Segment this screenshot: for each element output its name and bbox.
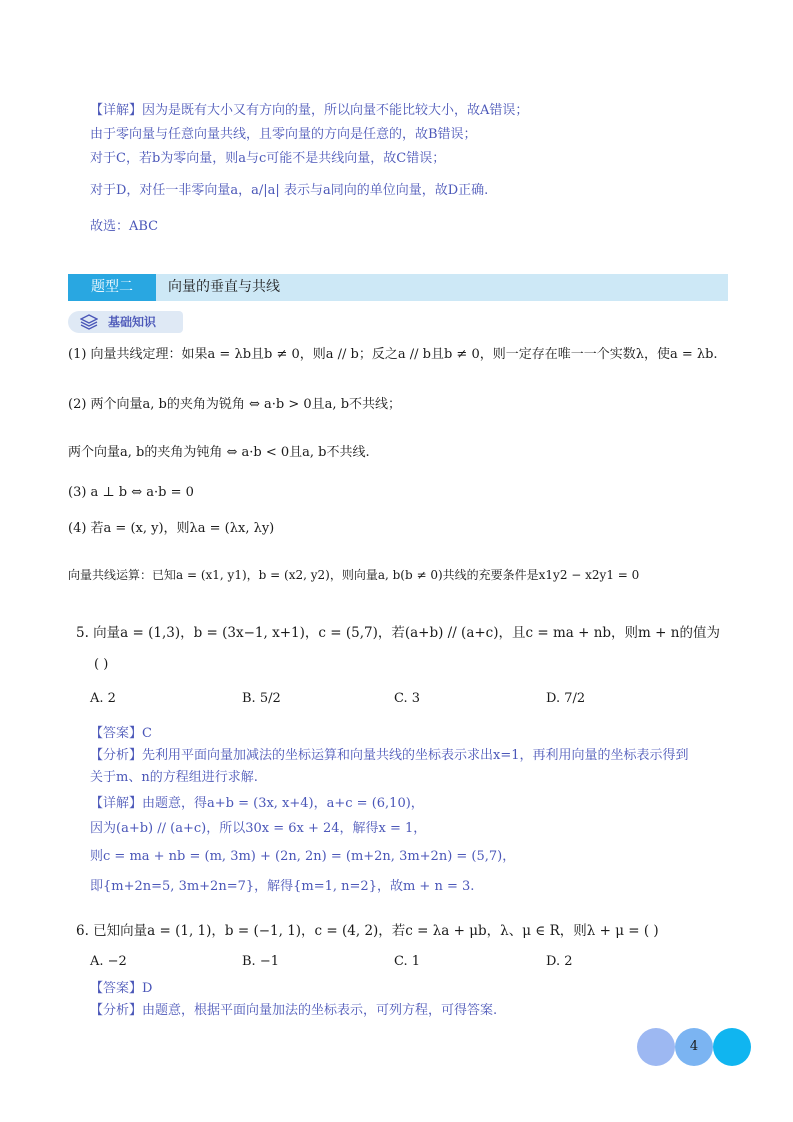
q5-option-b: B. 5/2	[242, 691, 281, 706]
q6-answer: 【答案】D	[90, 981, 153, 996]
knowledge-3: 两个向量a, b的夹角为钝角 ⇔ a·b < 0且a, b不共线.	[68, 445, 370, 460]
basics-tag	[68, 311, 183, 333]
q5-detail-3: 则c = ma + nb = (m, 3m) + (2n, 2n) = (m+2n, 3m+2n) = (5,7)，	[90, 849, 516, 864]
page-number-badge	[637, 1028, 755, 1068]
section-header	[68, 274, 728, 301]
q5-option-a: A. 2	[90, 691, 116, 706]
prev-solution-line-2: 由于零向量与任意向量共线，且零向量的方向是任意的，故B错误；	[90, 127, 477, 142]
q6-option-d: D. 2	[546, 954, 573, 969]
basics-label: 基础知识	[108, 315, 157, 329]
q5-analysis-2: 关于m、n的方程组进行求解.	[90, 770, 258, 785]
knowledge-6: 向量共线运算：已知a = (x1, y1)，b = (x2, y2)，则向量a, b(b ≠ 0)共线的充要条件是x1y2 − x2y1 = 0	[68, 568, 640, 582]
knowledge-1: (1) 向量共线定理：如果a = λb且b ≠ 0，则a // b；反之a // b且b ≠ 0，则一定存在唯一一个实数λ，使a = λb.	[68, 347, 718, 362]
section-tag: 题型二	[68, 274, 156, 301]
knowledge-4: (3) a ⊥ b ⇔ a·b = 0	[68, 485, 194, 500]
q5-answer: 【答案】C	[90, 726, 152, 741]
q5-paren: ( )	[94, 657, 109, 672]
layers-icon	[80, 314, 98, 330]
page-number: 4	[689, 1039, 699, 1054]
q6-option-a: A. −2	[90, 954, 127, 969]
q6-stem: 6. 已知向量a = (1, 1)，b = (−1, 1)，c = (4, 2)，若c = λa + μb，λ、μ ∈ R，则λ + μ = ( )	[76, 923, 659, 939]
section-title: 向量的垂直与共线	[168, 279, 280, 295]
q5-option-c: C. 3	[394, 691, 421, 706]
prev-solution-line-5: 故选：ABC	[90, 219, 159, 234]
q5-detail-1: 【详解】由题意，得a+b = (3x, x+4)，a+c = (6,10)，	[90, 796, 424, 811]
q5-analysis-1: 【分析】先利用平面向量加减法的坐标运算和向量共线的坐标表示求出x=1，再利用向量的坐标表示得到	[90, 748, 689, 763]
prev-solution-line-4: 对于D，对任一非零向量a，a/|a| 表示与a同向的单位向量，故D正确.	[90, 183, 489, 198]
q6-analysis: 【分析】由题意，根据平面向量加法的坐标表示，可列方程，可得答案.	[90, 1003, 498, 1018]
knowledge-2: (2) 两个向量a, b的夹角为锐角 ⇔ a·b > 0且a, b不共线；	[68, 397, 402, 412]
q5-detail-4: 即{m+2n=5, 3m+2n=7}，解得{m=1, n=2}，故m + n = 3.	[90, 879, 475, 894]
q5-stem: 5. 向量a = (1,3)，b = (3x−1, x+1)，c = (5,7)，若(a+b) // (a+c)，且c = ma + nb，则m + n的值为	[76, 625, 720, 641]
knowledge-5: (4) 若a = (x, y)，则λa = (λx, λy)	[68, 521, 275, 536]
prev-solution-line-3: 对于C，若b为零向量，则a与c可能不是共线向量，故C错误；	[90, 151, 446, 166]
q6-option-c: C. 1	[394, 954, 421, 969]
q5-option-d: D. 7/2	[546, 691, 586, 706]
q5-detail-2: 因为(a+b) // (a+c)，所以30x = 6x + 24，解得x = 1，	[90, 821, 427, 836]
badge-circle-right	[713, 1028, 751, 1066]
prev-solution-line-1: 【详解】因为是既有大小又有方向的量，所以向量不能比较大小，故A错误；	[90, 103, 529, 118]
badge-circle-left	[637, 1028, 675, 1066]
q6-option-b: B. −1	[242, 954, 279, 969]
